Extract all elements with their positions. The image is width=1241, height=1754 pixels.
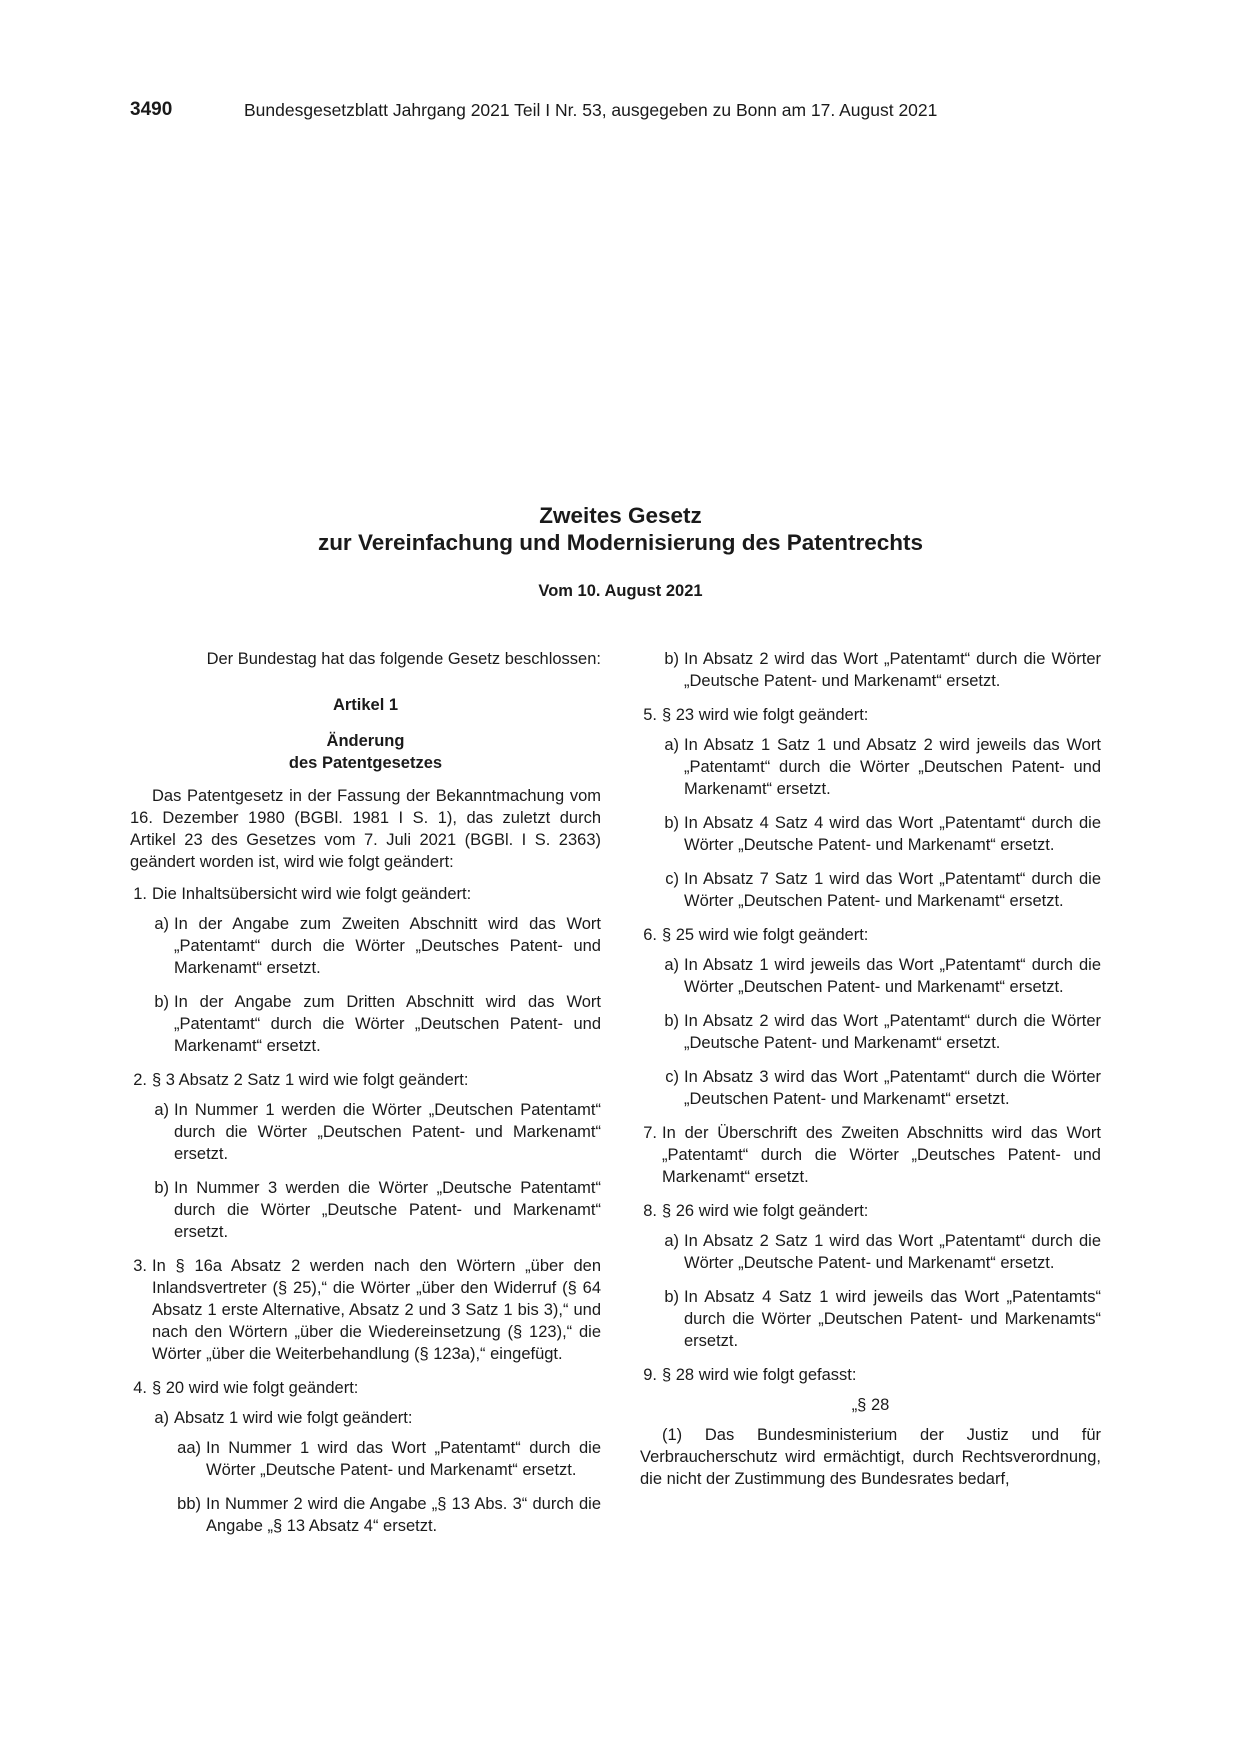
- item-marker: bb): [177, 1495, 201, 1513]
- item-marker: a): [154, 1101, 169, 1119]
- list-item: [130, 1177, 601, 1243]
- item-text: § 3 Absatz 2 Satz 1 wird wie folgt geändert:: [152, 1071, 469, 1089]
- list-item: [640, 1364, 1101, 1386]
- list-item: [130, 883, 601, 905]
- list-item: [640, 648, 1101, 692]
- list-item: [640, 954, 1101, 998]
- article-heading: Artikel 1: [332, 696, 399, 714]
- list-item: [640, 1200, 1101, 1222]
- item-text: In Absatz 1 wird jeweils das Wort „Patentamt“ durch die Wörter „Deutschen Patent- und Markenamt“ ersetzt.: [684, 956, 1101, 996]
- item-text: In der Überschrift des Zweiten Abschnitts wird das Wort „Patentamt“ durch die Wörter „Deutsches Patent- und Markenamt“ ersetzt.: [662, 1124, 1101, 1186]
- item-marker: b): [154, 993, 169, 1011]
- list-item: [640, 868, 1101, 912]
- item-marker: 9.: [643, 1366, 657, 1384]
- list-item: [640, 1122, 1101, 1188]
- item-marker: a): [154, 915, 169, 933]
- item-text: In der Angabe zum Zweiten Abschnitt wird das Wort „Patentamt“ durch die Wörter „Deutsches Patent- und Markenamt“ ersetzt.: [174, 915, 601, 977]
- item-text: In Absatz 2 wird das Wort „Patentamt“ durch die Wörter „Deutsche Patent- und Markenamt“ ersetzt.: [684, 1012, 1101, 1052]
- law-date: Vom 10. August 2021: [538, 582, 703, 600]
- item-marker: b): [664, 1012, 679, 1030]
- item-text: In Absatz 2 Satz 1 wird das Wort „Patentamt“ durch die Wörter „Deutsche Patent- und Markenamt“ ersetzt.: [684, 1232, 1101, 1272]
- list-item: [640, 812, 1101, 856]
- list-item: [130, 913, 601, 979]
- item-text: § 23 wird wie folgt geändert:: [662, 706, 869, 724]
- item-text: In Absatz 3 wird das Wort „Patentamt“ durch die Wörter „Deutschen Patent- und Markenamt“ ersetzt.: [684, 1068, 1101, 1108]
- item-text: In Absatz 1 Satz 1 und Absatz 2 wird jeweils das Wort „Patentamt“ durch die Wörter „Deutschen Patent- und Markenamt“ ersetzt.: [684, 736, 1101, 798]
- item-marker: 6.: [643, 926, 657, 944]
- item-text: In der Angabe zum Dritten Abschnitt wird das Wort „Patentamt“ durch die Wörter „Deutschen Patent- und Markenamt“ ersetzt.: [174, 993, 601, 1055]
- law-title-line1: Zweites Gesetz: [539, 503, 702, 528]
- item-marker: 5.: [643, 706, 657, 724]
- item-text: In § 16a Absatz 2 werden nach den Wörtern „über den Inlandsvertreter (§ 25),“ die Wörter „über den Widerruf (§ 64 Absatz 1 erste Alternative, Absatz 2 und 3 Satz 1 bis 3),“ und nach den Wörtern „über die Wiedereinsetzung (§ 123),“ die Wörter „über die Weiterbehandlung (§ 123a),“ eingefügt.: [152, 1257, 601, 1363]
- item-marker: 7.: [643, 1124, 657, 1142]
- item-marker: a): [664, 956, 679, 974]
- enactment-clause: Der Bundestag hat das folgende Gesetz beschlossen:: [206, 650, 601, 668]
- item-text: Absatz 1 wird wie folgt geändert:: [174, 1409, 413, 1427]
- list-item: [640, 924, 1101, 946]
- item-marker: a): [154, 1409, 169, 1427]
- item-text: § 26 wird wie folgt geändert:: [662, 1202, 869, 1220]
- item-marker: 8.: [643, 1202, 657, 1220]
- list-item: [130, 1407, 601, 1429]
- item-marker: b): [664, 650, 679, 668]
- page-number: 3490: [130, 99, 173, 120]
- list-item: [640, 704, 1101, 726]
- list-item: [130, 991, 601, 1057]
- item-text: In Nummer 1 werden die Wörter „Deutschen Patentamt“ durch die Wörter „Deutschen Patent- und Markenamt“ ersetzt.: [174, 1101, 601, 1163]
- item-marker: b): [664, 814, 679, 832]
- item-marker: 4.: [133, 1379, 147, 1397]
- item-text: In Absatz 4 Satz 4 wird das Wort „Patentamt“ durch die Wörter „Deutsche Patent- und Markenamt“ ersetzt.: [684, 814, 1101, 854]
- item-text: In Nummer 2 wird die Angabe „§ 13 Abs. 3“ durch die Angabe „§ 13 Absatz 4“ ersetzt.: [206, 1495, 601, 1535]
- right-column: [640, 648, 1101, 1490]
- item-text: In Absatz 2 wird das Wort „Patentamt“ durch die Wörter „Deutsche Patent- und Markenamt“ ersetzt.: [684, 650, 1101, 690]
- section-28-paragraph: (1) Das Bundesministerium der Justiz und für Verbraucherschutz wird ermächtigt, durch Rechtsverordnung, die nicht der Zustimmung des Bundesrates bedarf,: [640, 1426, 1101, 1488]
- list-item: [130, 1069, 601, 1091]
- list-item: [130, 1099, 601, 1165]
- law-title: [0, 502, 1241, 556]
- running-title: Bundesgesetzblatt Jahrgang 2021 Teil I Nr. 53, ausgegeben zu Bonn am 17. August 2021: [244, 100, 938, 120]
- item-marker: 3.: [133, 1257, 147, 1275]
- list-item: [640, 1010, 1101, 1054]
- item-marker: b): [154, 1179, 169, 1197]
- item-text: § 25 wird wie folgt geändert:: [662, 926, 869, 944]
- list-item: [640, 1230, 1101, 1274]
- item-text: In Absatz 4 Satz 1 wird jeweils das Wort „Patentamts“ durch die Wörter „Deutschen Patent- und Markenamts“ ersetzt.: [684, 1288, 1101, 1350]
- item-marker: a): [664, 1232, 679, 1250]
- list-item: [640, 1066, 1101, 1110]
- item-text: In Nummer 1 wird das Wort „Patentamt“ durch die Wörter „Deutsche Patent- und Markenamt“ ersetzt.: [206, 1439, 601, 1479]
- list-item: [130, 1493, 601, 1537]
- item-marker: a): [664, 736, 679, 754]
- item-text: Die Inhaltsübersicht wird wie folgt geändert:: [152, 885, 472, 903]
- list-item: [130, 1377, 601, 1399]
- item-text: § 20 wird wie folgt geändert:: [152, 1379, 359, 1397]
- list-item: [130, 1255, 601, 1365]
- item-text: In Absatz 7 Satz 1 wird das Wort „Patentamt“ durch die Wörter „Deutschen Patent- und Markenamt“ ersetzt.: [684, 870, 1101, 910]
- section-heading-28: „§ 28: [851, 1396, 890, 1414]
- left-column: [130, 648, 601, 1549]
- item-marker: c): [665, 1068, 679, 1086]
- item-text: § 28 wird wie folgt gefasst:: [662, 1366, 857, 1384]
- law-title-line2: zur Vereinfachung und Modernisierung des Patentrechts: [317, 530, 924, 555]
- article-subheading-2: des Patentgesetzes: [288, 754, 443, 772]
- item-marker: aa): [177, 1439, 201, 1457]
- item-text: In Nummer 3 werden die Wörter „Deutsche Patentamt“ durch die Wörter „Deutsche Patent- und Markenamt“ ersetzt.: [174, 1179, 601, 1241]
- article-subheading-1: Änderung: [326, 732, 405, 750]
- item-marker: b): [664, 1288, 679, 1306]
- list-item: [640, 734, 1101, 800]
- list-item: [130, 1437, 601, 1481]
- item-marker: 2.: [133, 1071, 147, 1089]
- item-marker: c): [665, 870, 679, 888]
- preamble: Das Patentgesetz in der Fassung der Bekanntmachung vom 16. Dezember 1980 (BGBl. 1981 I S. 1), das zuletzt durch Artikel 23 des Gesetzes vom 7. Juli 2021 (BGBl. I S. 2363) geändert worden ist, wird wie folgt geändert:: [130, 787, 601, 871]
- item-marker: 1.: [133, 885, 147, 903]
- list-item: [640, 1286, 1101, 1352]
